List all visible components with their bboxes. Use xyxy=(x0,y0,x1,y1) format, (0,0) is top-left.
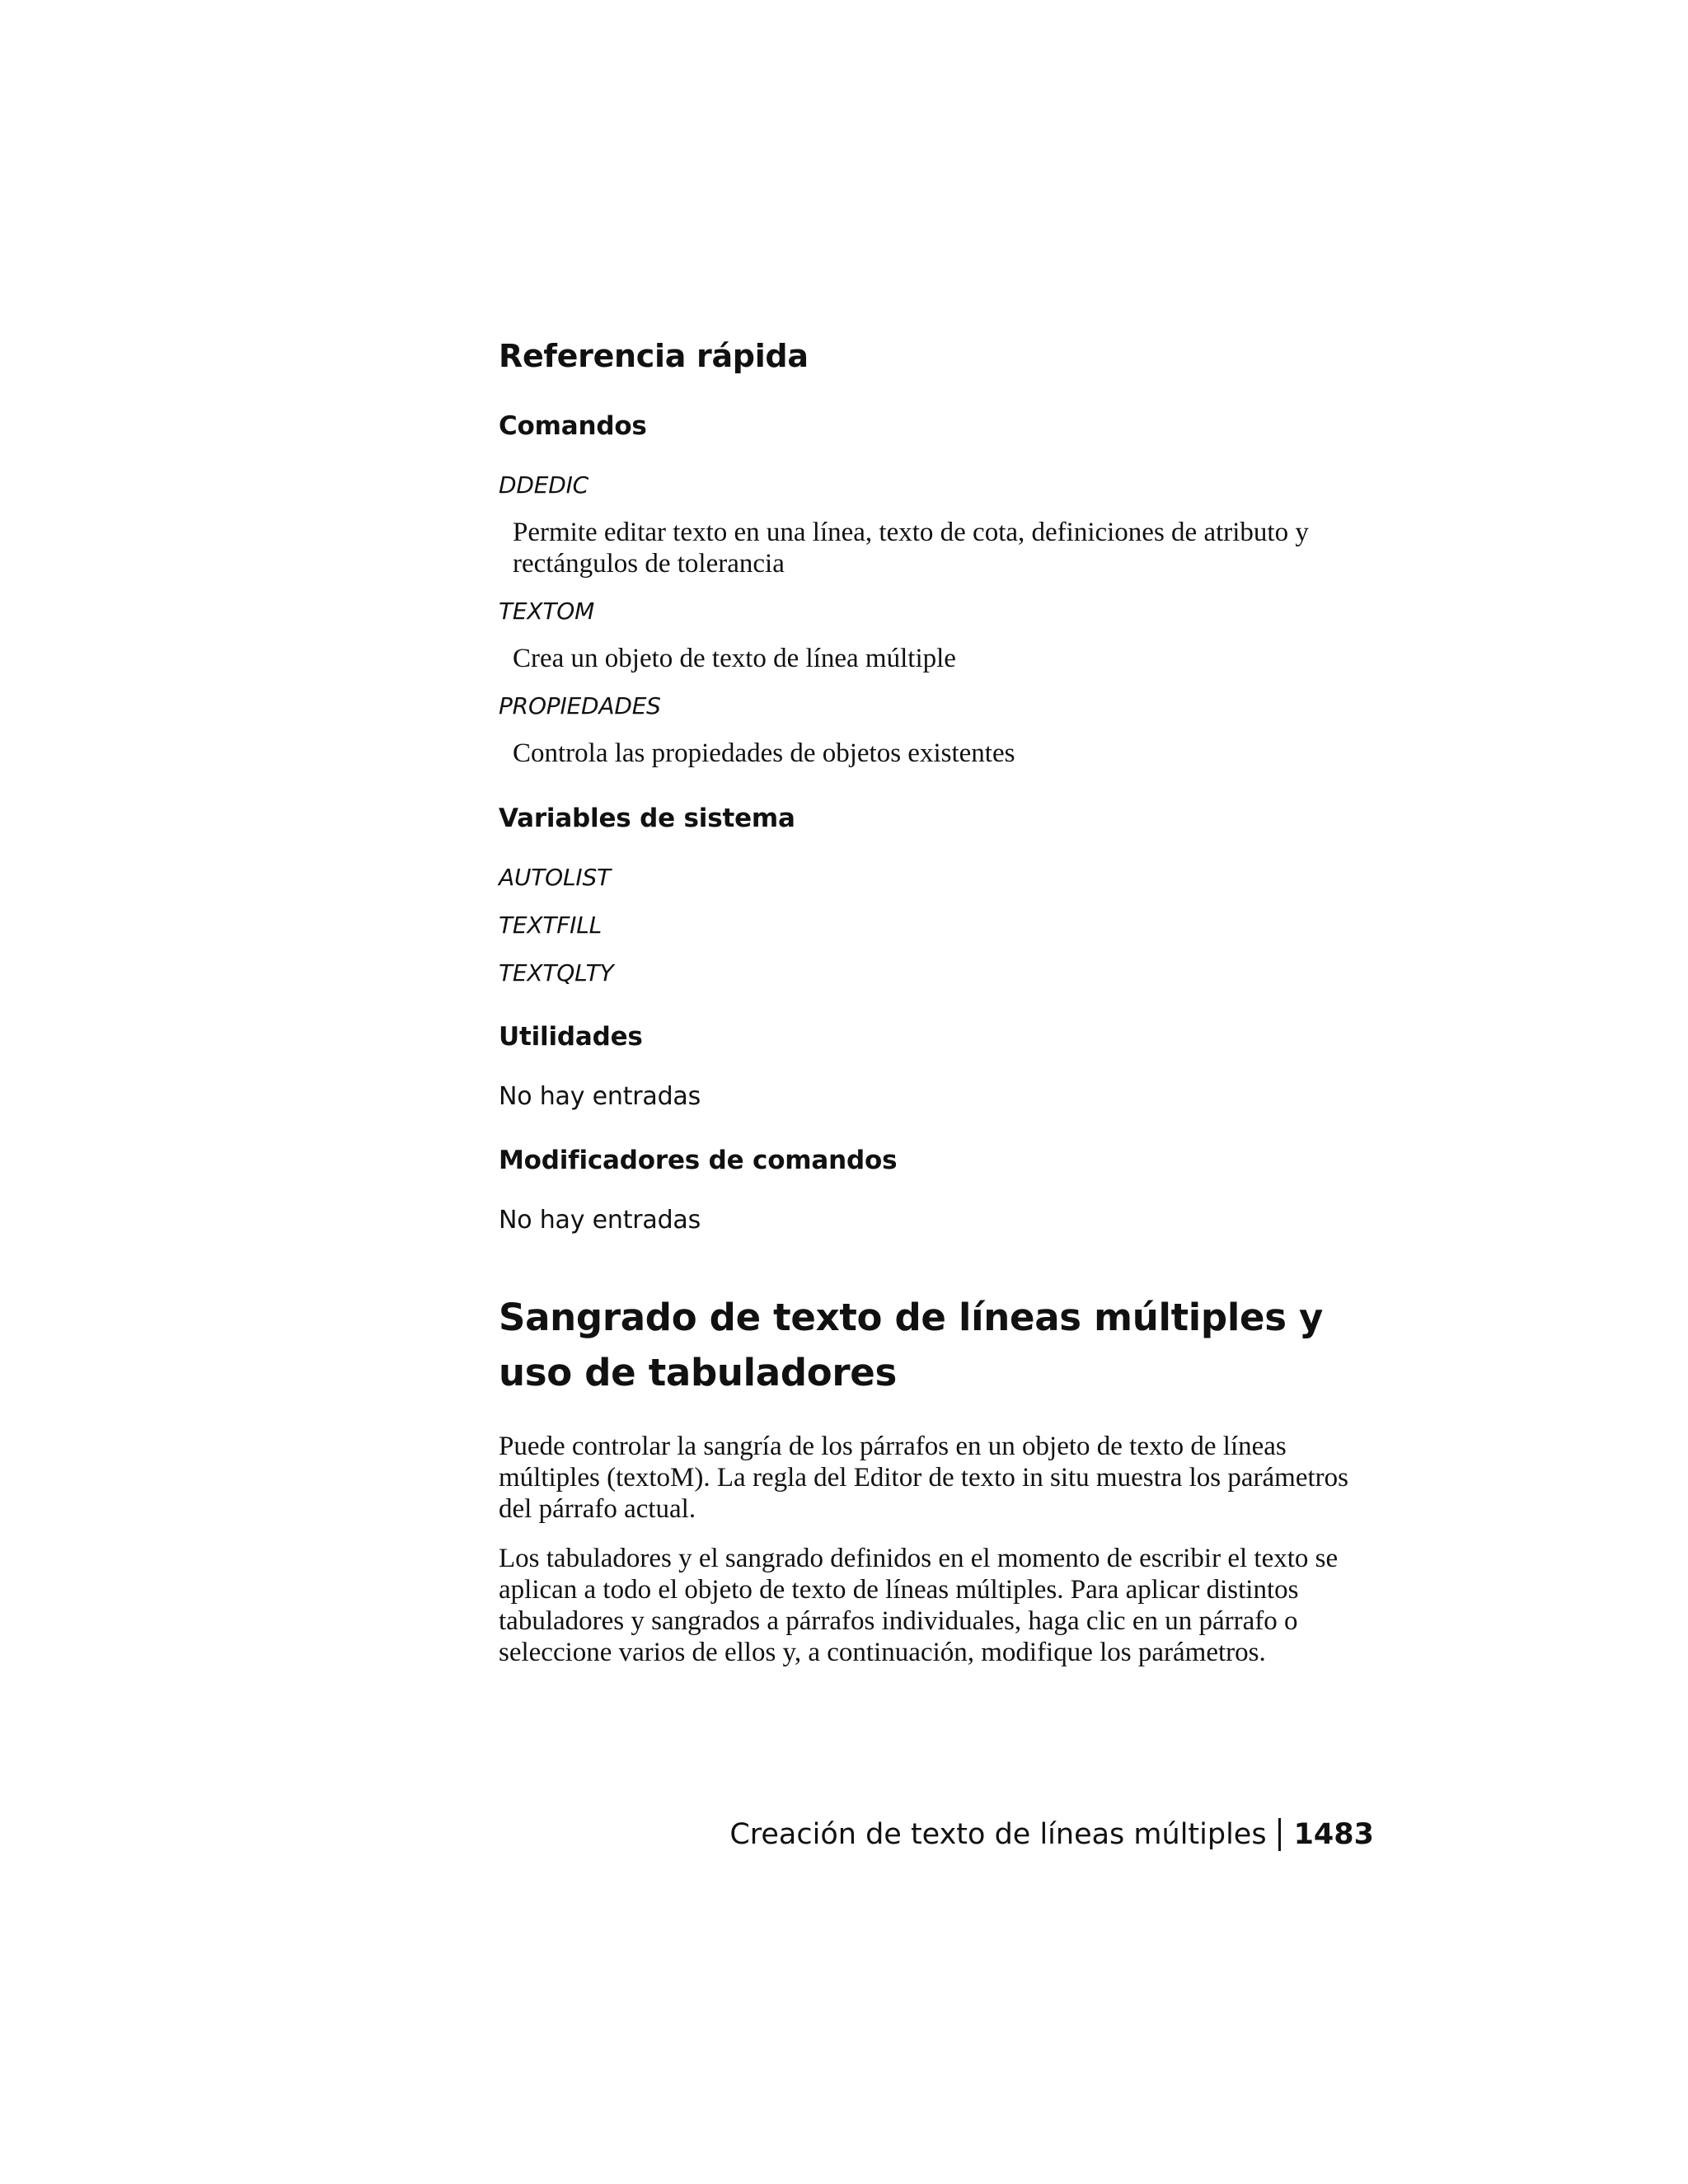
command-name-ddedic: DDEDIC xyxy=(499,471,588,499)
system-variable-autolist: AUTOLIST xyxy=(499,864,611,891)
footer-chapter-title: Creación de texto de líneas múltiples xyxy=(729,1818,1267,1851)
command-description-textom: Crea un objeto de texto de línea múltiple xyxy=(513,644,956,673)
quick-reference-title: Referencia rápida xyxy=(499,338,809,374)
command-description-ddedic: Permite editar texto en una línea, texto de cota, definiciones de atributo y rectángulos de tolerancia xyxy=(513,518,1309,579)
section-paragraph-1: Puede controlar la sangría de los párrafos en un objeto de texto de líneas múltiples (textoM). La regla del Editor de texto in situ muestra los parámetros del párrafo actual. xyxy=(499,1432,1348,1524)
utilities-heading: Utilidades xyxy=(499,1022,643,1052)
page-footer xyxy=(729,1818,1374,1851)
modifiers-heading: Modificadores de comandos xyxy=(499,1146,898,1175)
modifiers-text: No hay entradas xyxy=(499,1206,701,1235)
system-variable-textqlty: TEXTQLTY xyxy=(499,959,614,987)
system-variables-heading: Variables de sistema xyxy=(499,804,795,833)
section-paragraph-2: Los tabuladores y el sangrado definidos en el momento de escribir el texto se aplican a todo el objeto de texto de líneas múltiples. Para aplicar distintos tabuladores y sangrados a párrafos individuales, haga clic en un párrafo o seleccione varios de ellos y, a continuación, modifique los parámetros. xyxy=(499,1544,1339,1667)
command-name-textom: TEXTOM xyxy=(499,598,595,625)
utilities-text: No hay entradas xyxy=(499,1082,701,1111)
footer-separator xyxy=(1278,1818,1281,1851)
commands-heading: Comandos xyxy=(499,411,647,441)
command-name-propiedades: PROPIEDADES xyxy=(499,692,661,719)
footer-page-number: 1483 xyxy=(1293,1818,1374,1851)
section-title: Sangrado de texto de líneas múltiples y uso de tabuladores xyxy=(499,1296,1324,1394)
command-description-propiedades: Controla las propiedades de objetos existentes xyxy=(513,738,1015,768)
system-variable-textfill: TEXTFILL xyxy=(499,912,603,939)
